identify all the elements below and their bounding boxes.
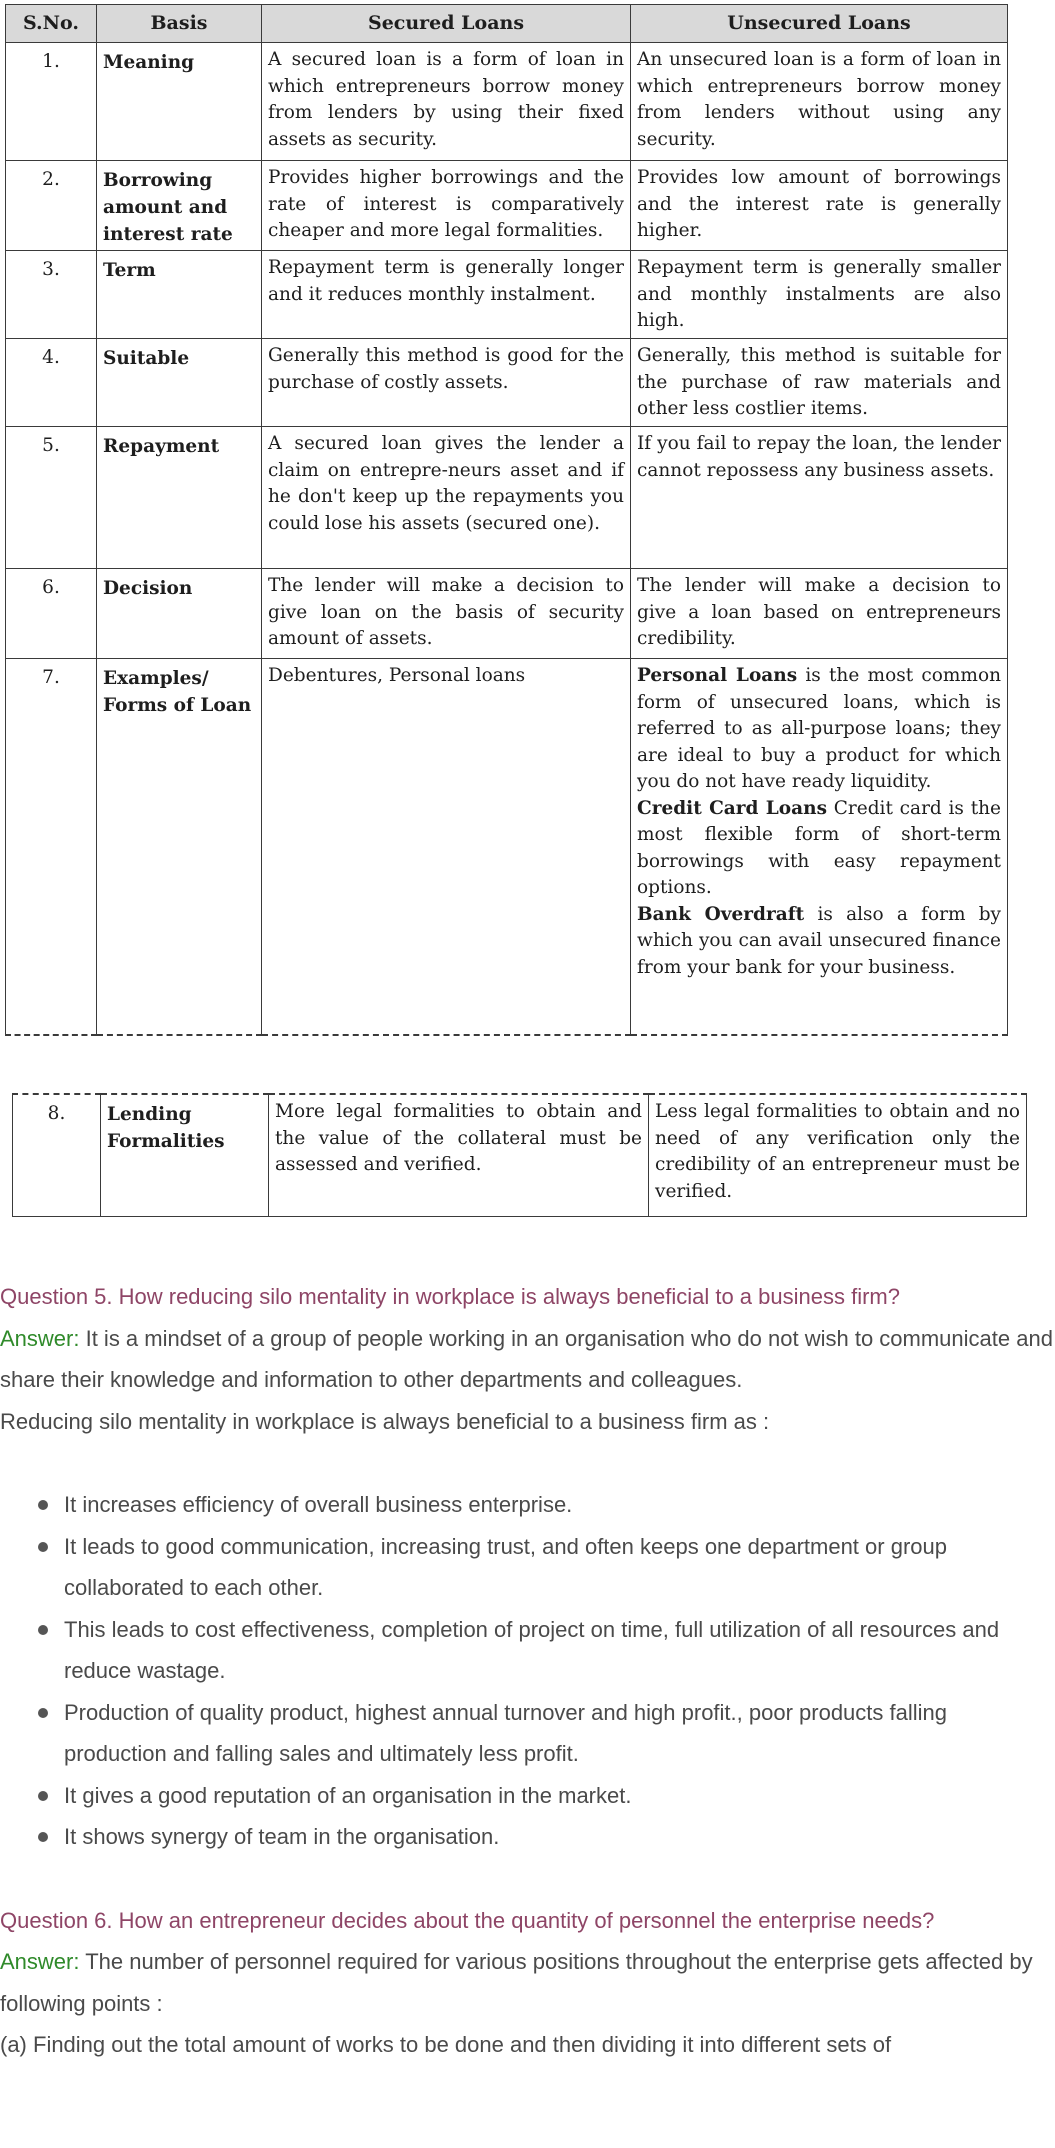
list-item: It leads to good communication, increasing trust, and often keeps one department or group collaborated to each other.: [0, 1526, 1055, 1609]
question-6: Question 6. How an entrepreneur decides about the quantity of personnel the enterprise needs?: [0, 1907, 935, 1933]
answer-6-point-a: (a) Finding out the total amount of works to be done and then dividing it into different sets of: [0, 2032, 892, 2057]
row-sno: 2.: [6, 161, 97, 251]
loan-type-personal: Personal Loans: [637, 665, 798, 686]
answer-text: The number of personnel required for various positions throughout the enterprise gets affected by following points :: [0, 1949, 1033, 2016]
answer-label: Answer:: [0, 1949, 80, 1974]
table-row: [6, 569, 1008, 659]
answer-5-intro: Reducing silo mentality in workplace is always beneficial to a business firm as :: [0, 1408, 770, 1434]
row-secured: Debentures, Personal loans: [262, 659, 631, 1035]
row-basis: Examples/ Forms of Loan: [97, 659, 262, 1035]
row-basis: Lending Formalities: [101, 1094, 269, 1216]
answer-5-points: [0, 1484, 1055, 1858]
row-basis: Decision: [97, 569, 262, 659]
loan-type-credit-card: Credit Card Loans: [637, 797, 827, 819]
row-sno: 3.: [6, 251, 97, 339]
answer-6: [0, 1941, 1055, 2024]
row-basis: Term: [97, 251, 262, 339]
row-secured: Repayment term is generally longer and it reduces monthly instalment.: [262, 251, 631, 339]
header-unsecured-loans: Unsecured Loans: [631, 5, 1008, 43]
row-basis: Repayment: [97, 427, 262, 569]
bullet-icon: [38, 1500, 48, 1510]
bullet-icon: [38, 1708, 48, 1718]
list-item: It increases efficiency of overall business enterprise.: [0, 1484, 1055, 1526]
header-basis: Basis: [97, 5, 262, 43]
row-basis: Suitable: [97, 339, 262, 427]
row-secured: Generally this method is good for the purchase of costly assets.: [262, 339, 631, 427]
row-sno: 7.: [6, 659, 97, 1035]
table-header-row: [6, 5, 1008, 43]
row-unsecured: The lender will make a decision to give a loan based on entrepreneurs credibility.: [631, 569, 1008, 659]
header-sno: S.No.: [6, 5, 97, 43]
row-sno: 8.: [13, 1094, 101, 1216]
loan-comparison-table-continued: [12, 1093, 1027, 1217]
row-unsecured: Repayment term is generally smaller and monthly instalments are also high.: [631, 251, 1008, 339]
row-sno: 5.: [6, 427, 97, 569]
table-row: [6, 427, 1008, 569]
table-row: [6, 251, 1008, 339]
question-5: Question 5. How reducing silo mentality in workplace is always beneficial to a business firm?: [0, 1284, 900, 1309]
loan-comparison-table: [5, 4, 1008, 1036]
header-secured-loans: Secured Loans: [262, 5, 631, 43]
table-row: [6, 659, 1008, 1035]
answer-label: Answer:: [0, 1325, 80, 1351]
loan-type-overdraft-desc: is also a form by which you can avail unsecured finance from your bank for your business.: [637, 903, 1002, 978]
row-secured: Provides higher borrowings and the rate of interest is comparatively cheaper and more legal formalities.: [262, 161, 631, 251]
table-row: [6, 161, 1008, 251]
row-secured: A secured loan gives the lender a claim on entrepre-neurs asset and if he don't keep up the repayments you could lose his assets (secured one).: [262, 427, 631, 569]
bullet-icon: [38, 1625, 48, 1635]
loan-type-personal-desc: is the most common form of unsecured loans, which is referred to as all-purpose loans; they are ideal to buy a product for which you do not have ready liquidity.: [637, 665, 1001, 792]
answer-5: [0, 1318, 1055, 1401]
row-sno: 4.: [6, 339, 97, 427]
row-unsecured: If you fail to repay the loan, the lender cannot repossess any business assets.: [631, 427, 1008, 569]
table-row: [13, 1094, 1027, 1216]
row-sno: 6.: [6, 569, 97, 659]
list-item: Production of quality product, highest annual turnover and high profit., poor products falling production and falling sales and ultimately less profit.: [0, 1692, 1055, 1775]
bullet-icon: [38, 1791, 48, 1801]
row-secured: The lender will make a decision to give loan on the basis of security amount of assets.: [262, 569, 631, 659]
row-unsecured: Generally, this method is suitable for the purchase of raw materials and other less costlier items.: [631, 339, 1008, 427]
row-sno: 1.: [6, 43, 97, 161]
row-basis: Meaning: [97, 43, 262, 161]
bullet-icon: [38, 1542, 48, 1552]
row-unsecured: Provides low amount of borrowings and the interest rate is generally higher.: [631, 161, 1008, 251]
row-unsecured: An unsecured loan is a form of loan in which entrepreneurs borrow money from lenders without using any security.: [631, 43, 1008, 161]
qa-content: [0, 1276, 1055, 2066]
list-item: It gives a good reputation of an organisation in the market.: [0, 1775, 1055, 1817]
list-item: It shows synergy of team in the organisation.: [0, 1816, 1055, 1858]
row-secured: A secured loan is a form of loan in which entrepreneurs borrow money from lenders by using their fixed assets as security.: [262, 43, 631, 161]
row-secured: More legal formalities to obtain and the value of the collateral must be assessed and verified.: [269, 1094, 649, 1216]
bullet-icon: [38, 1832, 48, 1842]
row-unsecured: [631, 659, 1008, 1035]
answer-text: It is a mindset of a group of people working in an organisation who do not wish to communicate and share their knowledge and information to other departments and colleagues.: [0, 1325, 1053, 1392]
loan-type-credit-card-desc: Credit card is the most flexible form of short-term borrowings with easy repayment options.: [637, 797, 1001, 898]
list-item: This leads to cost effectiveness, completion of project on time, full utilization of all resources and reduce wastage.: [0, 1609, 1055, 1692]
row-basis: Borrowing amount and interest rate: [97, 161, 262, 251]
loan-type-overdraft: Bank Overdraft: [637, 903, 805, 925]
table-row: [6, 339, 1008, 427]
table-row: [6, 43, 1008, 161]
row-unsecured: Less legal formalities to obtain and no need of any verification only the credibility of an entrepreneur must be verified.: [649, 1094, 1027, 1216]
